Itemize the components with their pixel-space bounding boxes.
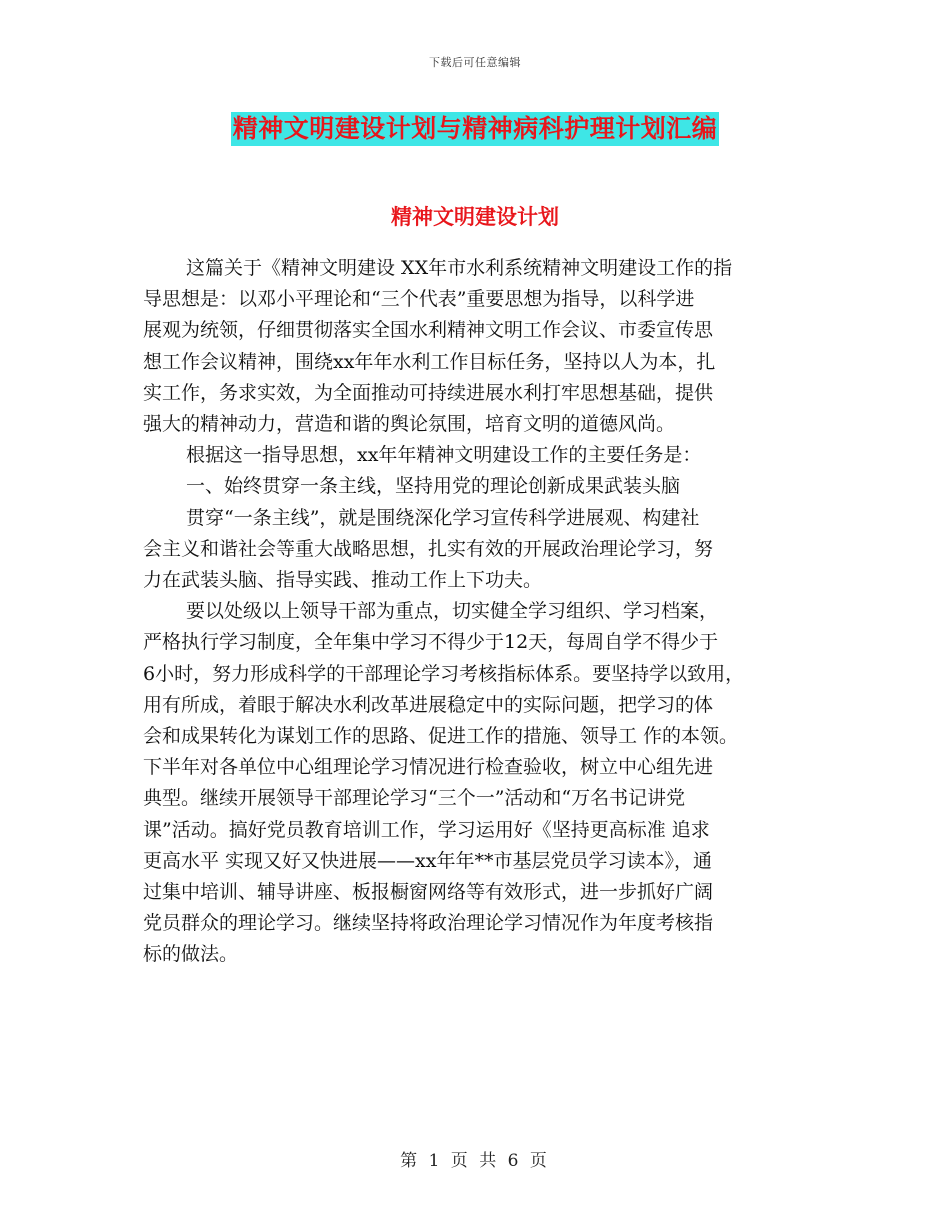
body-line: 下半年对各单位中心组理论学习情况进行检查验收，树立中心组先进 <box>143 756 714 779</box>
body-line: 党员群众的理论学习。继续坚持将政治理论学习情况作为年度考核指 <box>143 912 714 935</box>
body-line: 贯穿“一条主线”，就是围绕深化学习宣传科学进展观、构建社 <box>186 506 700 529</box>
body-line: 强大的精神动力，营造和谐的舆论氛围，培育文明的道德风尚。 <box>143 413 676 436</box>
body-line: 课”活动。搞好党员教育培训工作，学习运用好《坚持更高标准 追求 <box>143 818 710 841</box>
main-title: 精神文明建设计划与精神病科护理计划汇编 <box>231 112 720 146</box>
header-note: 下载后可任意编辑 <box>429 56 521 69</box>
body-line: 用有所成，着眼于解决水利改革进展稳定中的实际问题，把学习的体 <box>143 693 714 716</box>
body-line: 标的做法。 <box>143 943 239 966</box>
body-line: 过集中培训、辅导讲座、板报橱窗网络等有效形式，进一步抓好广阔 <box>143 881 714 904</box>
body-line: 会主义和谐社会等重大战略思想，扎实有效的开展政治理论学习，努 <box>143 537 714 560</box>
body-line: 导思想是：以邓小平理论和“三个代表”重要思想为指导，以科学进 <box>143 288 695 311</box>
body-line: 典型。继续开展领导干部理论学习“三个一”活动和“万名书记讲党 <box>143 787 686 810</box>
body-text <box>143 222 815 971</box>
body-line: 想工作会议精神，围绕xx年年水利工作目标任务，坚持以人为本，扎 <box>143 350 716 373</box>
body-line: 根据这一指导思想，xx年年精神文明建设工作的主要任务是： <box>186 444 702 467</box>
body-line: 要以处级以上领导干部为重点，切实健全学习组织、学习档案， <box>186 600 719 623</box>
section-title: 精神文明建设计划 <box>391 204 559 229</box>
body-line: 这篇关于《精神文明建设 XX年市水利系统精神文明建设工作的指 <box>186 257 733 279</box>
main-title-wrap <box>0 112 950 146</box>
body-line: 6小时，努力形成科学的干部理论学习考核指标体系。要坚持学以致用， <box>143 662 745 685</box>
body-line: 一、始终贯穿一条主线，坚持用党的理论创新成果武装头脑 <box>186 475 681 498</box>
body-line: 展观为统领，仔细贯彻落实全国水利精神文明工作会议、市委宣传思 <box>143 319 714 342</box>
body-line: 会和成果转化为谋划工作的思路、促进工作的措施、领导工 作的本领。 <box>143 725 739 748</box>
body-line: 更高水平 实现又好又快进展——xx年年**市基层党员学习读本》，通 <box>143 849 712 872</box>
page-footer: 第 1 页 共 6 页 <box>400 1151 550 1171</box>
body-line: 实工作，务求实效，为全面推动可持续进展水利打牢思想基础，提供 <box>143 381 714 404</box>
body-line: 力在武装头脑、指导实践、推动工作上下功夫。 <box>143 569 543 592</box>
body-line: 严格执行学习制度，全年集中学习不得少于12天，每周自学不得少于 <box>143 631 719 654</box>
